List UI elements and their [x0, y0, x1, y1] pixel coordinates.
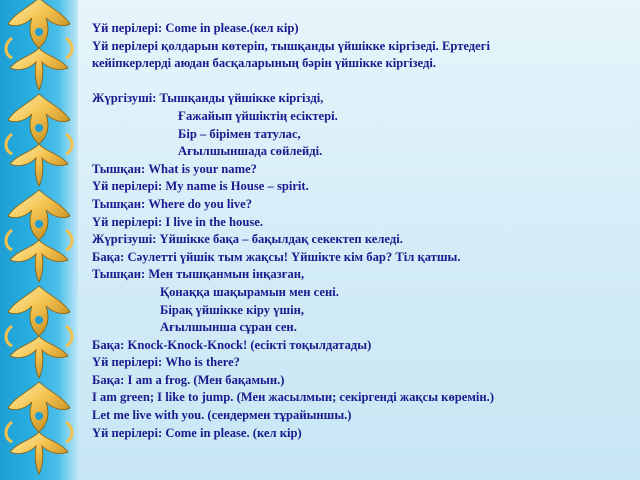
text-line: Let me live with you. (сендермен тұрайыншы.)	[92, 408, 352, 423]
poem-line: Бірақ үйшікке кіру үшін,	[160, 302, 305, 317]
ornament-border	[0, 0, 78, 480]
blank-line	[92, 73, 628, 91]
text-line: Тышқан: What is your name?	[92, 161, 257, 176]
text-line: Бақа: Knock-Knock-Knock! (есікті тоқылдатады)	[92, 337, 372, 352]
text-line: Үй перілері: Come in please. (кел кір)	[92, 425, 302, 440]
text-line: Тышқан: Мен тышқанмын інқазған,	[92, 267, 305, 282]
poem-line: Ғажайып үйшіктің есіктері.	[178, 108, 338, 123]
text-line: Үй перілері: Who is there?	[92, 355, 240, 370]
poem-line: Бір – бірімен татулас,	[178, 126, 301, 141]
text-line: Үй перілері: Come in please.(кел кір)	[92, 21, 299, 35]
text-line: кейіпкерлерді аюдан басқаларының бәрін үйшікке кіргізеді.	[92, 56, 436, 71]
text-line: I am green; I like to jump. (Мен жасылмын; секіргенді жақсы көремін.)	[92, 390, 495, 405]
kazakh-ornament-icon	[0, 0, 78, 480]
text-line: Жүргізуші: Тышқанды үйшікке кіргізді,	[92, 91, 324, 106]
text-line: Бақа: Сәулетті үйшік тым жақсы! Үйшікте кім бар? Тіл қатшы.	[92, 249, 461, 264]
poem-line: Ағылшынша сұран сен.	[160, 320, 297, 335]
poem-line: Қонаққа шақырамын мен сені.	[160, 284, 339, 299]
text-line: Үй перілері қолдарын көтеріп, тышқанды үйшікке кіргізеді. Ертедегі	[92, 38, 490, 53]
text-line: Үй перілері: My name is House – spirit.	[92, 179, 309, 194]
script-text	[92, 20, 628, 442]
poem-line: Ағылшыншада сөйлейді.	[178, 144, 323, 159]
text-line: Жүргізуші: Үйшікке бақа – бақылдақ секектеп келеді.	[92, 232, 403, 247]
text-line: Бақа: I am a frog. (Мен бақамын.)	[92, 372, 285, 387]
text-line: Тышқан: Where do you live?	[92, 196, 253, 211]
text-line: Үй перілері: I live in the house.	[92, 214, 263, 229]
